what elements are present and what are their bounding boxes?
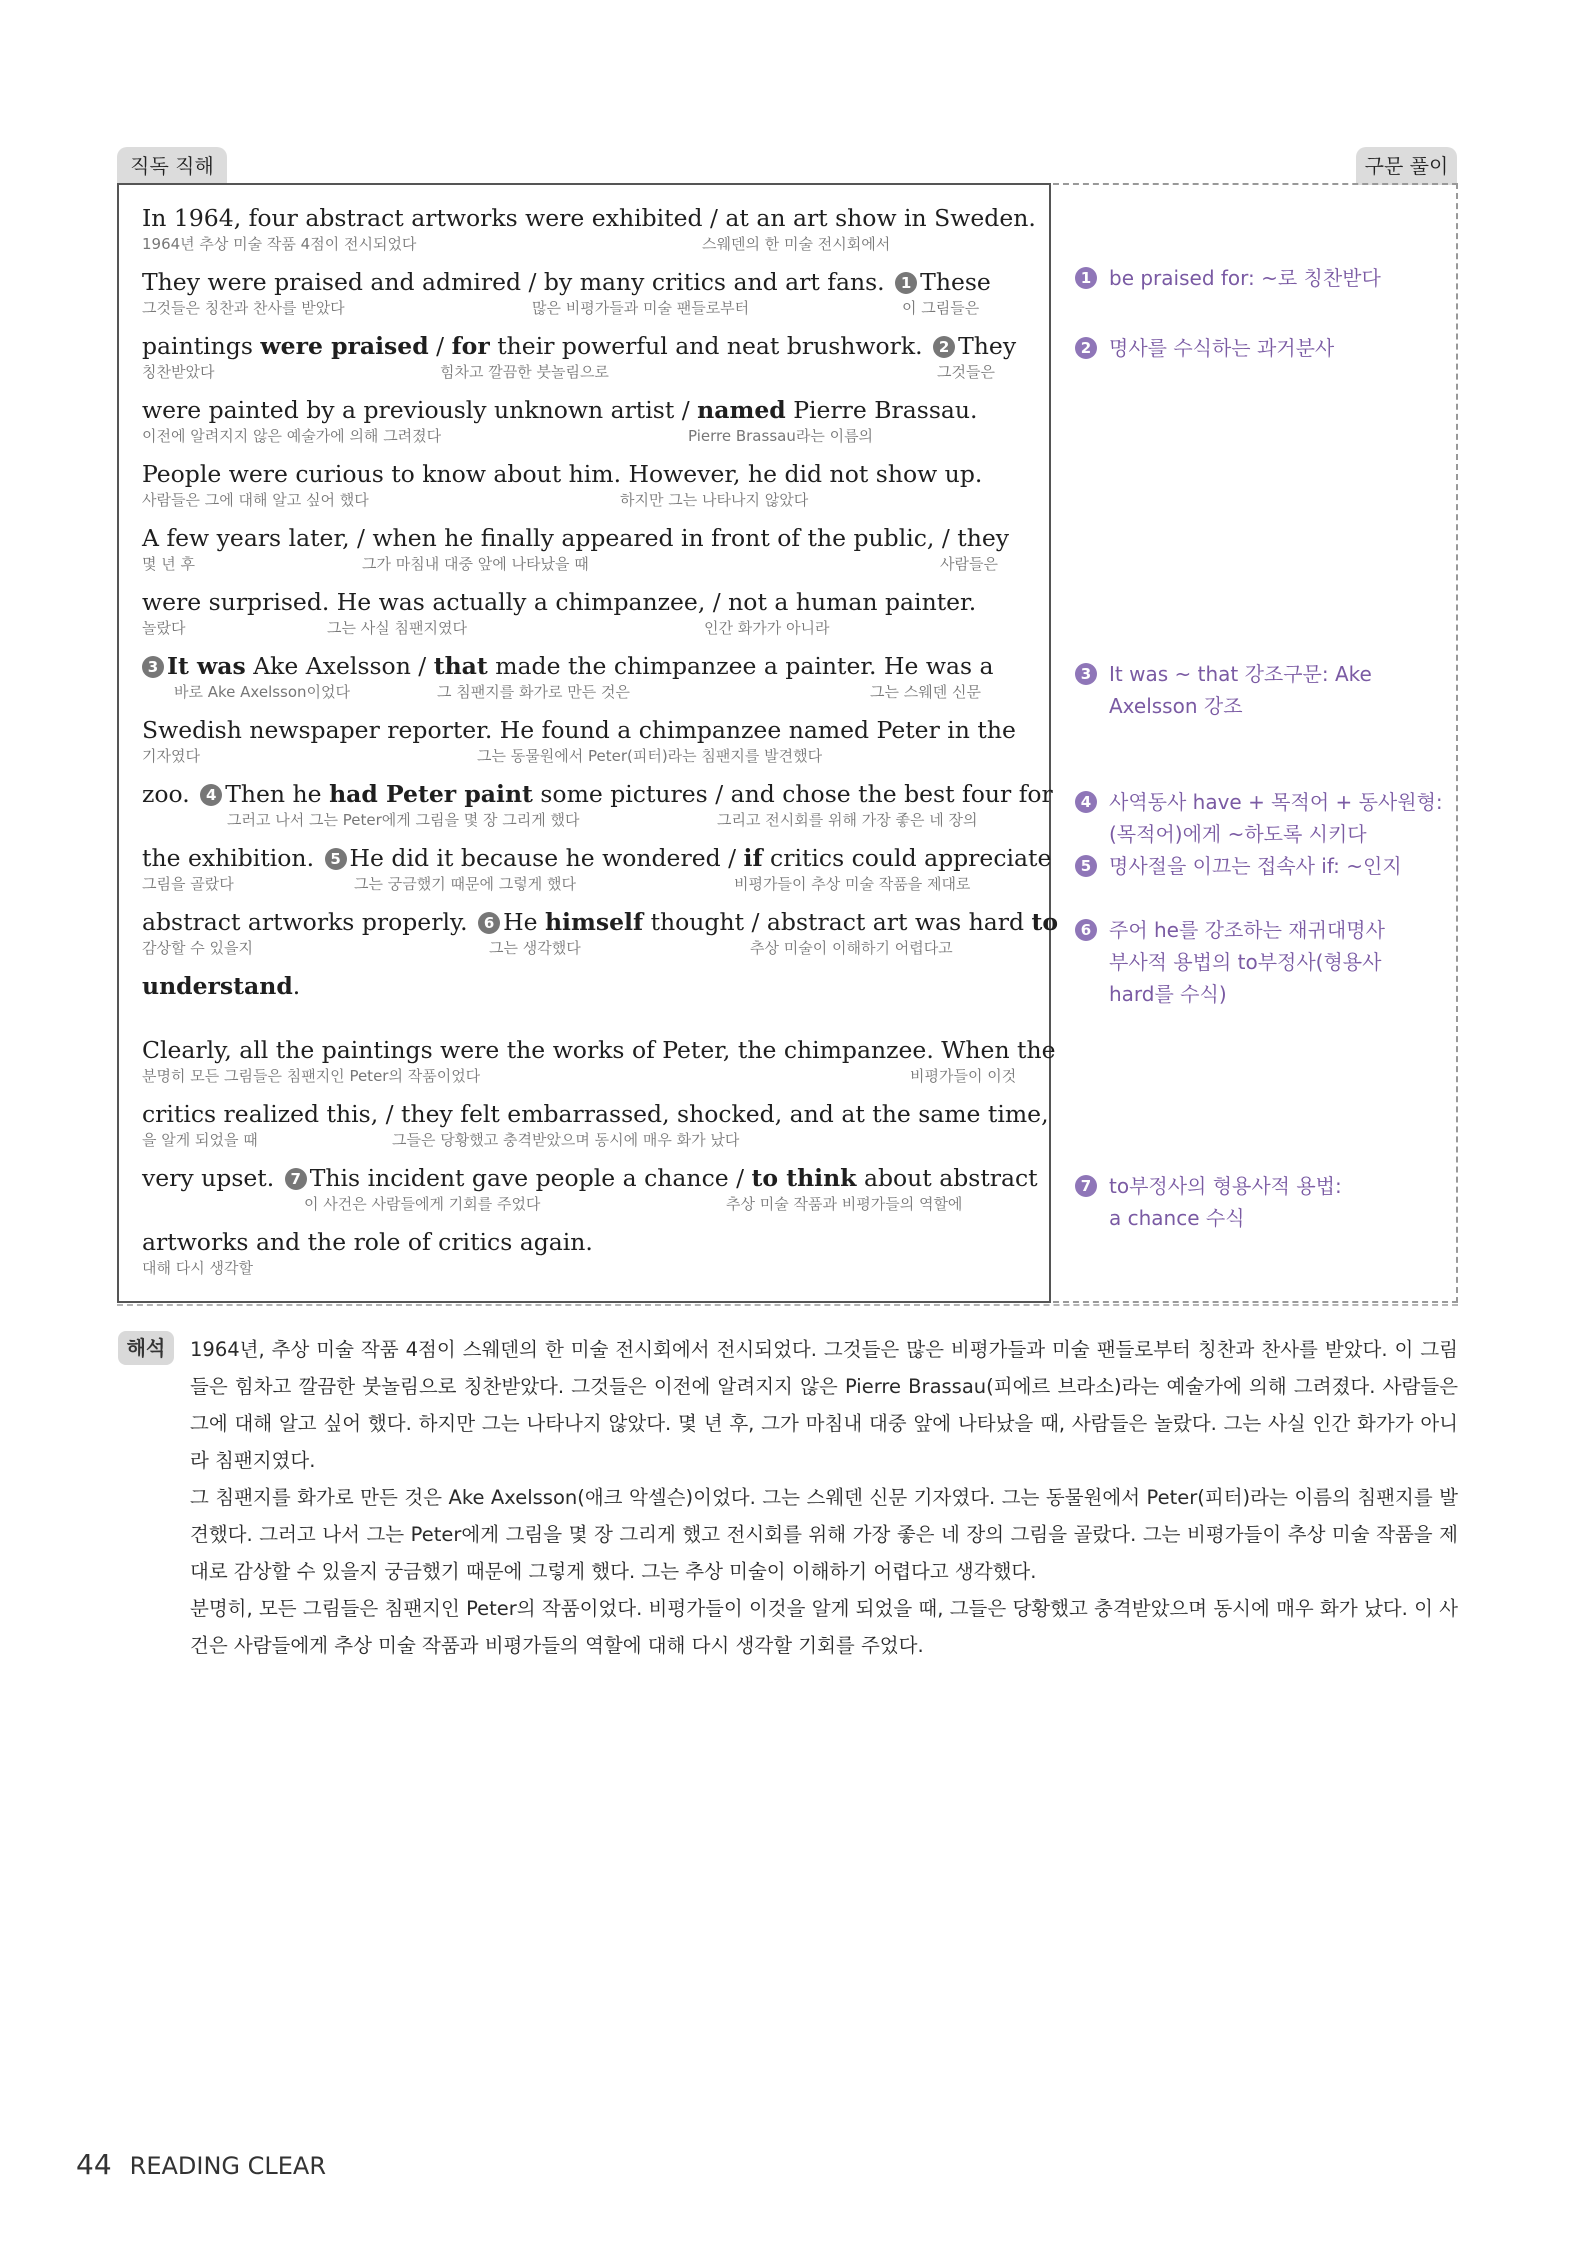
gloss: 이전에 알려지지 않은 예술가에 의해 그려졌다 — [142, 427, 442, 445]
english-text: Clearly, all the paintings were the works of Peter, the chimpanzee. When the — [142, 1036, 1056, 1064]
reading-line-2 — [142, 267, 991, 319]
gloss: 그림을 골랐다 — [142, 875, 234, 893]
gloss: 1964년 추상 미술 작품 4점이 전시되었다 — [142, 235, 417, 253]
gloss: 힘차고 깔끔한 붓놀림으로 — [440, 363, 609, 381]
gloss: 분명히 모든 그림들은 침팬지인 Peter의 작품이었다 — [142, 1067, 481, 1085]
translation-label: 해석 — [118, 1331, 174, 1365]
gloss: 감상할 수 있을지 — [142, 939, 253, 957]
english-text: were painted by a previously unknown artist / named Pierre Brassau. — [142, 396, 978, 424]
gloss: 그것들은 — [937, 363, 995, 381]
gloss: 이 그림들은 — [902, 299, 980, 317]
gloss: 칭찬받았다 — [142, 363, 215, 381]
gloss: 하지만 그는 나타나지 않았다 — [620, 491, 809, 509]
reading-line-8 — [142, 651, 994, 703]
korean-gloss — [142, 489, 982, 511]
gloss: 그는 생각했다 — [489, 939, 581, 957]
gloss: 그들은 당황했고 충격받았으며 동시에 매우 화가 났다 — [392, 1131, 740, 1149]
reading-line-7 — [142, 587, 976, 639]
gloss: 그는 동물원에서 Peter(피터)라는 침팬지를 발견했다 — [477, 747, 823, 765]
page-number: 44 — [76, 2148, 112, 2181]
korean-gloss — [142, 873, 1051, 895]
note-number-badge: 4 — [1075, 791, 1097, 813]
reading-tab: 직독 직해 — [117, 147, 227, 185]
english-text: zoo. 4 Then he had Peter paint some pictures / and chose the best four for — [142, 780, 1053, 808]
korean-gloss — [142, 233, 1036, 255]
gloss: 비평가들이 추상 미술 작품을 제대로 — [734, 875, 971, 893]
note-text: 명사를 수식하는 과거분사 — [1109, 336, 1335, 360]
note-number-badge: 2 — [933, 336, 955, 358]
korean-gloss — [142, 1257, 593, 1279]
note-text: Axelsson 강조 — [1109, 694, 1243, 718]
english-text: A few years later, / when he finally appeared in front of the public, / they — [142, 524, 1010, 552]
english-text: abstract artworks properly. 6 He himself thought / abstract art was hard to — [142, 908, 1059, 936]
note-text: It was ~ that 강조구문: Ake — [1109, 662, 1372, 686]
gloss: 그것들은 칭찬과 찬사를 받았다 — [142, 299, 345, 317]
reading-line-6 — [142, 523, 1009, 575]
gloss: 그는 스웨덴 신문 — [870, 683, 981, 701]
grammar-note-5 — [1075, 850, 1402, 882]
english-text: understand. — [142, 972, 301, 1000]
gloss: 인간 화가가 아니라 — [704, 619, 830, 637]
reading-line-9 — [142, 715, 1016, 767]
gloss: 바로 Ake Axelsson이었다 — [174, 683, 351, 701]
note-text: hard를 수식) — [1109, 982, 1227, 1006]
page-footer — [76, 2148, 326, 2181]
korean-gloss — [142, 1065, 1056, 1087]
grammar-note-7 — [1075, 1170, 1342, 1234]
english-text: 3 It was Ake Axelsson / that made the chimpanzee a painter. He was a — [142, 651, 994, 681]
translation-paragraph: 그 침팬지를 화가로 만든 것은 Ake Axelsson(애크 악셀슨)이었다. 그는 스웨덴 신문 기자였다. 그는 동물원에서 Peter(피터)라는 이름의 침팬지를 발견했다. 그러고 나서 그는 Peter에게 그림을 몇 장 그리게 했고 전시회를 위해 가장 좋은 네 장의 그림을 골랐다. 그는 비평가들이 추상 미술 작품을 제대로 감상할 수 있을지 궁금했기 때문에 그렇게 했다. 그는 추상 미술이 이해하기 어렵다고 생각했다. — [190, 1486, 1458, 1583]
gloss: 많은 비평가들과 미술 팬들로부터 — [532, 299, 750, 317]
note-number-badge: 5 — [1075, 855, 1097, 877]
note-number-badge: 2 — [1075, 337, 1097, 359]
english-text: were surprised. He was actually a chimpanzee, / not a human painter. — [142, 588, 977, 616]
note-number-badge: 6 — [478, 912, 500, 934]
english-text: artworks and the role of critics again. — [142, 1228, 593, 1256]
reading-line-5 — [142, 459, 982, 511]
grammar-note-2 — [1075, 332, 1335, 364]
book-title: READING CLEAR — [129, 2152, 327, 2180]
note-number-badge: 5 — [325, 848, 347, 870]
reading-line-14 — [142, 1035, 1056, 1087]
reading-line-4 — [142, 395, 978, 447]
gloss: Pierre Brassau라는 이름의 — [688, 427, 874, 445]
note-text: be praised for: ~로 칭찬받다 — [1109, 266, 1381, 290]
note-text: 부사적 용법의 to부정사(형용사 — [1109, 950, 1382, 974]
gloss: 기자였다 — [142, 747, 200, 765]
translation-paragraph: 1964년, 추상 미술 작품 4점이 스웨덴의 한 미술 전시회에서 전시되었다. 그것들은 많은 비평가들과 미술 팬들로부터 칭찬과 찬사를 받았다. 이 그림들은 힘차고 깔끔한 붓놀림으로 칭찬받았다. 그것들은 이전에 알려지지 않은 Pierre Brassau(피에르 브라소)라는 예술가에 의해 그려졌다. 사람들은 그에 대해 알고 싶어 했다. 하지만 그는 나타나지 않았다. 몇 년 후, 그가 마침내 대중 앞에 나타났을 때, 사람들은 놀랐다. 그는 사실 인간 화가가 아니라 침팬지였다. — [190, 1338, 1458, 1472]
gloss: 사람들은 — [940, 555, 998, 573]
note-number-badge: 7 — [285, 1168, 307, 1190]
note-number-badge: 7 — [1075, 1175, 1097, 1197]
gloss: 그러고 나서 그는 Peter에게 그림을 몇 장 그리게 했다 — [227, 811, 580, 829]
gloss: 사람들은 그에 대해 알고 싶어 했다 — [142, 491, 369, 509]
note-number-badge: 1 — [1075, 267, 1097, 289]
translation-paragraph: 분명히, 모든 그림들은 침팬지인 Peter의 작품이었다. 비평가들이 이것을 알게 되었을 때, 그들은 당황했고 충격받았으며 동시에 매우 화가 났다. 이 사건은 사람들에게 추상 미술 작품과 비평가들의 역할에 대해 다시 생각할 기회를 주었다. — [190, 1597, 1458, 1657]
note-number-badge: 6 — [1075, 919, 1097, 941]
gloss: 추상 미술이 이해하기 어렵다고 — [750, 939, 953, 957]
korean-gloss — [142, 361, 1016, 383]
grammar-note-4 — [1075, 786, 1443, 850]
note-number-badge: 3 — [142, 656, 164, 678]
note-text: 명사절을 이끄는 접속사 if: ~인지 — [1109, 854, 1402, 878]
korean-gloss — [142, 1193, 1038, 1215]
gloss: 그가 마침내 대중 앞에 나타났을 때 — [362, 555, 589, 573]
korean-gloss — [142, 617, 976, 639]
note-text: 사역동사 have + 목적어 + 동사원형: — [1109, 790, 1443, 814]
notes-tab: 구문 풀이 — [1356, 147, 1457, 185]
grammar-note-1 — [1075, 262, 1381, 294]
english-text: They were praised and admired / by many critics and art fans. 1 These — [142, 268, 991, 296]
korean-gloss — [142, 745, 1016, 767]
korean-gloss — [142, 809, 1053, 831]
gloss: 그는 궁금했기 때문에 그렇게 했다 — [354, 875, 576, 893]
gloss: 놀랐다 — [142, 619, 186, 637]
note-number-badge: 1 — [895, 272, 917, 294]
english-text: the exhibition. 5 He did it because he wondered / if critics could appreciate — [142, 844, 1052, 872]
gloss: 을 알게 되었을 때 — [142, 1131, 258, 1149]
english-text: very upset. 7 This incident gave people a chance / to think about abstract — [142, 1164, 1038, 1192]
note-number-badge: 3 — [1075, 663, 1097, 685]
gloss: 비평가들이 이것 — [910, 1067, 1017, 1085]
reading-line-1 — [142, 203, 1036, 255]
korean-gloss — [142, 937, 1058, 959]
reading-line-11 — [142, 843, 1051, 895]
note-text: (목적어)에게 ~하도록 시키다 — [1109, 822, 1367, 846]
note-number-badge: 4 — [200, 784, 222, 806]
gloss: 그리고 전시회를 위해 가장 좋은 네 장의 — [717, 811, 978, 829]
english-text: People were curious to know about him. However, he did not show up. — [142, 460, 983, 488]
grammar-note-6 — [1075, 914, 1385, 1010]
reading-line-12 — [142, 907, 1058, 959]
reading-line-15 — [142, 1099, 1049, 1151]
translation-body — [190, 1331, 1458, 1664]
korean-gloss — [142, 681, 994, 703]
reading-line-3 — [142, 331, 1016, 383]
grammar-note-3 — [1075, 658, 1372, 722]
korean-gloss — [142, 1129, 1049, 1151]
korean-gloss — [142, 425, 978, 447]
english-text: In 1964, four abstract artworks were exhibited / at an art show in Sweden. — [142, 204, 1036, 232]
gloss: 그 침팬지를 화가로 만든 것은 — [437, 683, 630, 701]
korean-gloss — [142, 553, 1009, 575]
note-text: to부정사의 형용사적 용법: — [1109, 1174, 1342, 1198]
note-text: a chance 수식 — [1109, 1206, 1245, 1230]
frame-divider — [117, 1304, 1458, 1306]
reading-line-10 — [142, 779, 1053, 831]
gloss: 이 사건은 사람들에게 기회를 주었다 — [304, 1195, 541, 1213]
reading-line-17 — [142, 1227, 593, 1279]
gloss: 그는 사실 침팬지였다 — [327, 619, 467, 637]
gloss: 대해 다시 생각할 — [142, 1259, 253, 1277]
gloss: 스웨덴의 한 미술 전시회에서 — [702, 235, 891, 253]
reading-line-16 — [142, 1163, 1038, 1215]
note-text: 주어 he를 강조하는 재귀대명사 — [1109, 918, 1385, 942]
english-text: Swedish newspaper reporter. He found a chimpanzee named Peter in the — [142, 716, 1016, 744]
reading-line-13 — [142, 971, 300, 1001]
english-text: paintings were praised / for their powerful and neat brushwork. 2 They — [142, 332, 1017, 360]
gloss: 추상 미술 작품과 비평가들의 역할에 — [726, 1195, 963, 1213]
gloss: 몇 년 후 — [142, 555, 196, 573]
korean-gloss — [142, 297, 991, 319]
english-text: critics realized this, / they felt embarrassed, shocked, and at the same time, — [142, 1100, 1049, 1128]
